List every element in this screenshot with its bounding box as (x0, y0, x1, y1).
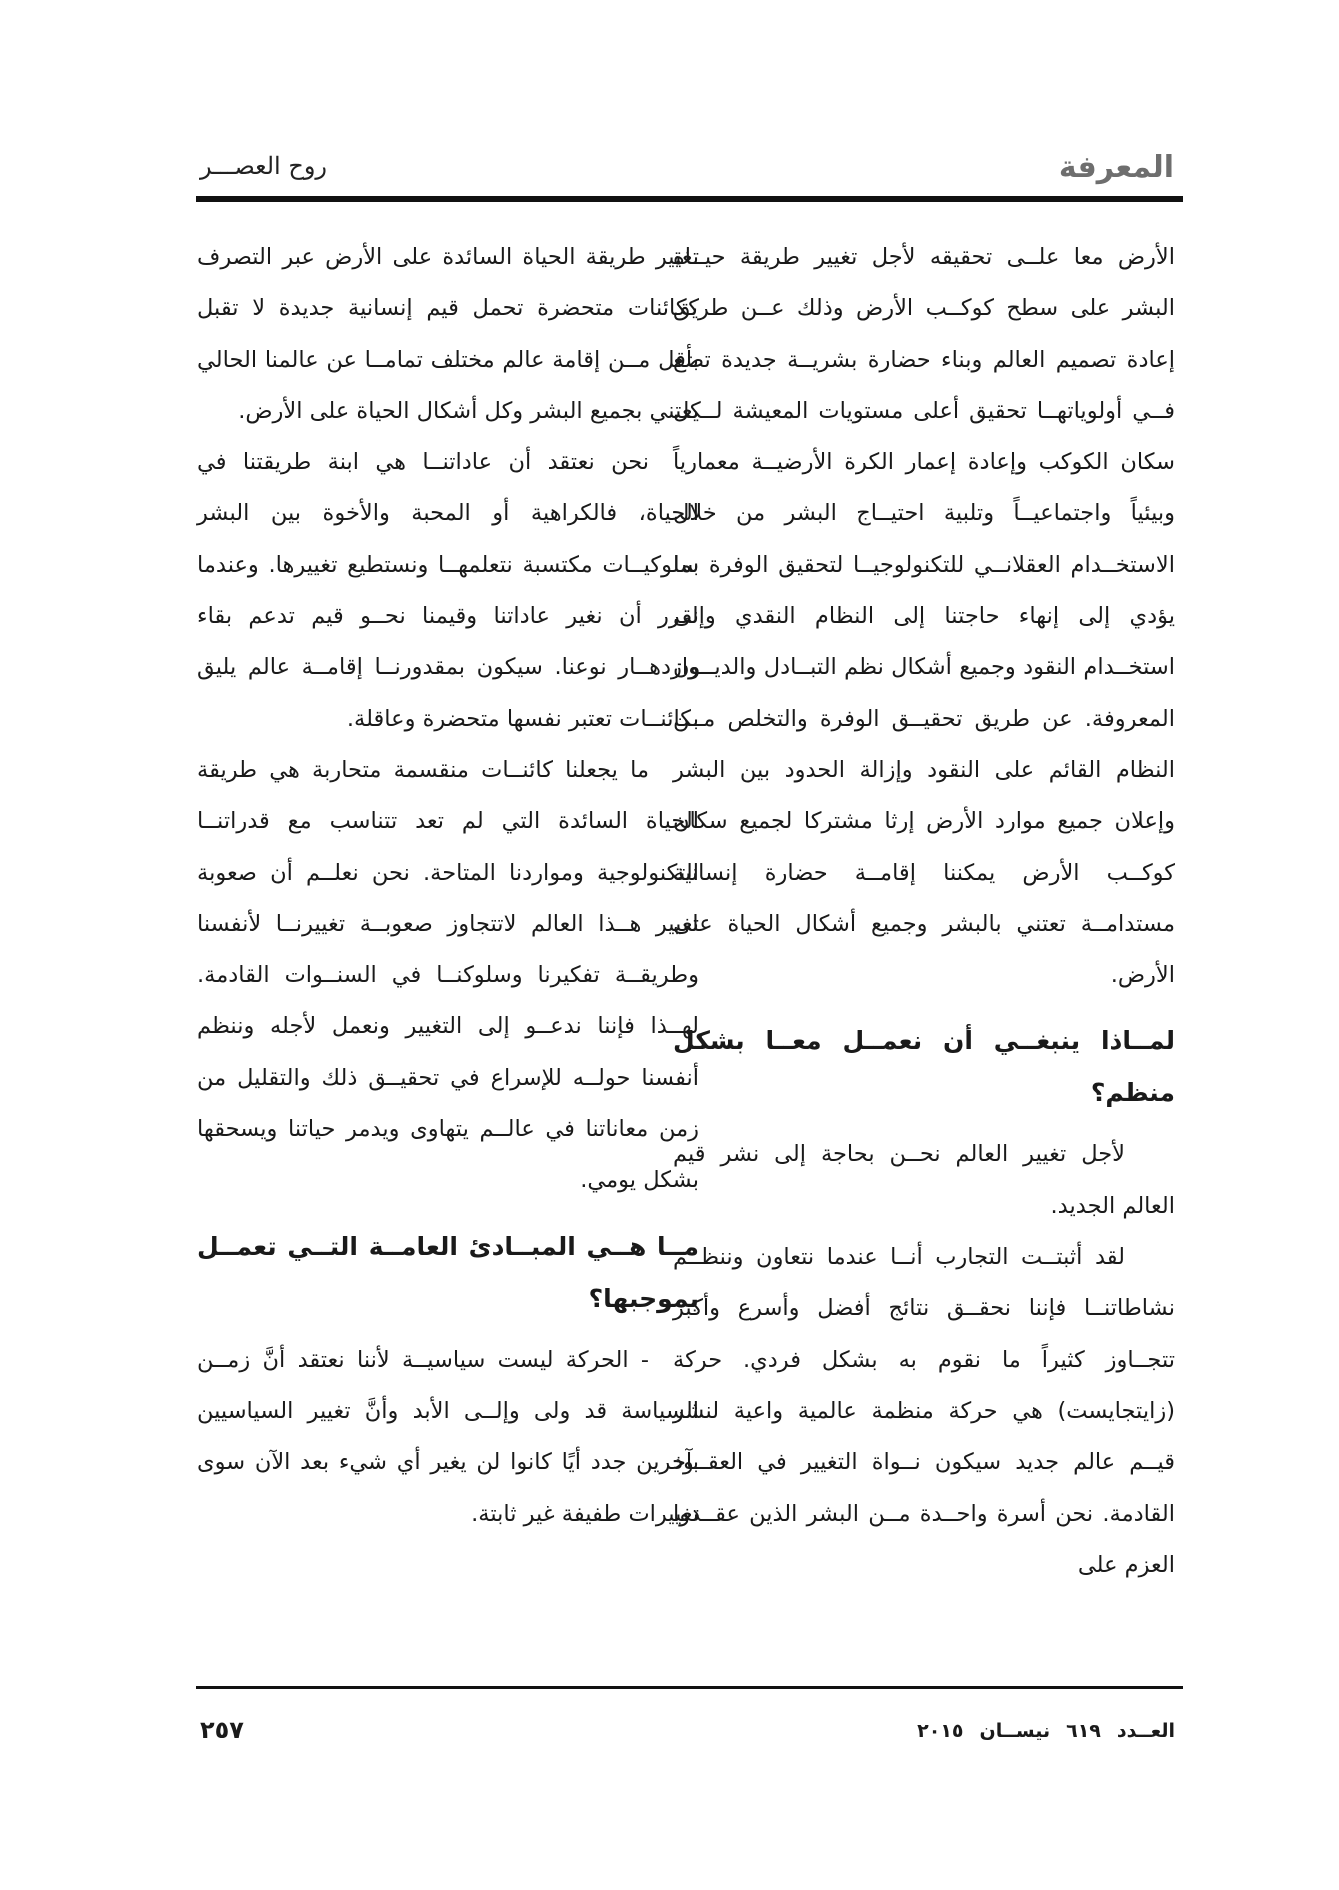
issue-year: ٢٠١٥ (917, 1720, 964, 1742)
magazine-logo: المعرفة (1058, 150, 1174, 185)
paragraph: الأرض معا علــى تحقيقه لأجل تغيير طريقة حيــاة البشر على سطح كوكــب الأرض وذلك عــن طريق إعادة تصميم العالم وبناء حضارة بشريــة جديدة تضع فــي أولوياتهــا تحقيق أعلى مستويات المعيشة لــكل سكان الكوكب وإعادة إعمار الكرة الأرضيــة معمارياً وبيئياً واجتماعيــاً وتلبية احتيــاج البشر من خلال الاستخــدام العقلانــي للتكنولوجيــا لتحقيق الوفرة بما يؤدي إلى إنهاء حاجتنا إلى النظام النقدي وإلى استخــدام النقود وجميع أشكال نظم التبــادل والديــون المعروفة. عن طريق تحقيــق الوفرة والتخلص مــن النظام القائم على النقود وإزالة الحدود بين البشر وإعلان جميع موارد الأرض إرثا مشتركا لجميع سكان كوكــب الأرض يمكننا إقامــة حضارة إنسانية مستدامــة تعتني بالبشر وجميع أشكال الحياة على الأرض. (673, 244, 1175, 989)
paragraph: لأجل تغيير العالم نحــن بحاجة إلى نشر قيم العالم الجديد. (673, 1141, 1175, 1219)
right-column (673, 232, 1175, 1591)
section-title: روح العصـــر (200, 152, 328, 180)
paragraph: ما يجعلنا كائنــات منقسمة متحاربة هي طريقة الحياة السائدة التي لم تعد تتناسب مع قدراتنــا التكنولوجية ومواردنا المتاحة. نحن نعلــم أن صعوبة تغيير هــذا العالم لاتتجاوز صعوبــة تغييرنــا لأنفسنا وطريقــة تفكيرنا وسلوكنــا في السنــوات القادمة. لهــذا فإننا ندعــو إلى التغيير ونعمل لأجله وننظم أنفسنا حولــه للإسراع في تحقيــق ذلك والتقليل من زمن معاناتنا في عالــم يتهاوى ويدمر حياتنا ويسحقها بشكل يومي. (197, 756, 699, 1194)
paragraph: نحن نعتقد أن عاداتنــا هي ابنة طريقتنا في الحياة، فالكراهية أو المحبة والأخوة بين البشر سلوكيــات مكتسبة نتعلمهــا ونستطيع تغييرها. وعندما نقرر أن نغير عاداتنا وقيمنا نحــو قيم تدعم بقاء وازدهــار نوعنا. سيكون بمقدورنــا إقامــة عالم يليق بكائنــات تعتبر نفسها متحضرة وعاقلة. (197, 449, 699, 732)
page-number: ٢٥٧ (200, 1716, 244, 1744)
paragraph: تغيير طريقة الحياة السائدة على الأرض عبر التصرف ككائنات متحضرة تحمل قيم إنسانية جديدة لا تقبل بأقل مــن إقامة عالم مختلف تمامــا عن عالمنا الحالي يعتني بجميع البشر وكل أشكال الحياة على الأرض. (197, 244, 699, 424)
left-column (197, 232, 699, 1540)
issue-label: العــدد (1116, 1720, 1175, 1742)
paragraph: لقد أثبتــت التجارب أنــا عندما نتعاون وننظــم نشاطاتنــا فإننا نحقــق نتائج أفضل وأسرع وأكبر تتجــاوز كثيراً ما نقوم به بشكل فردي. حركة (زايتجايست) هي حركة منظمة عالمية واعية لنشر قيــم عالم جديد سيكون نــواة التغيير في العقــود القادمة. نحن أسرة واحــدة مــن البشر الذين عقــدوا العزم على (673, 1244, 1175, 1578)
issue-info (901, 1720, 1175, 1742)
issue-number: ٦١٩ (1066, 1720, 1101, 1742)
section-heading: لمــاذا ينبغــي أن نعمــل معــا بشكل منظم؟ (673, 1026, 1175, 1108)
section-heading: مــا هــي المبــادئ العامــة التــي تعمــل بموجبها؟ (197, 1231, 699, 1313)
header-rule (196, 196, 1183, 202)
footer-rule (196, 1686, 1183, 1689)
paragraph: - الحركة ليست سياسيــة لأننا نعتقد أنَّ زمــن السياسة قد ولى وإلــى الأبد وأنَّ تغيير السياسيين بآخرين جدد أيًا كانوا لن يغير أي شيء بعد الآن سوى تغييرات طفيفة غير ثابتة. (197, 1346, 699, 1527)
issue-month: نيســان (979, 1720, 1051, 1742)
